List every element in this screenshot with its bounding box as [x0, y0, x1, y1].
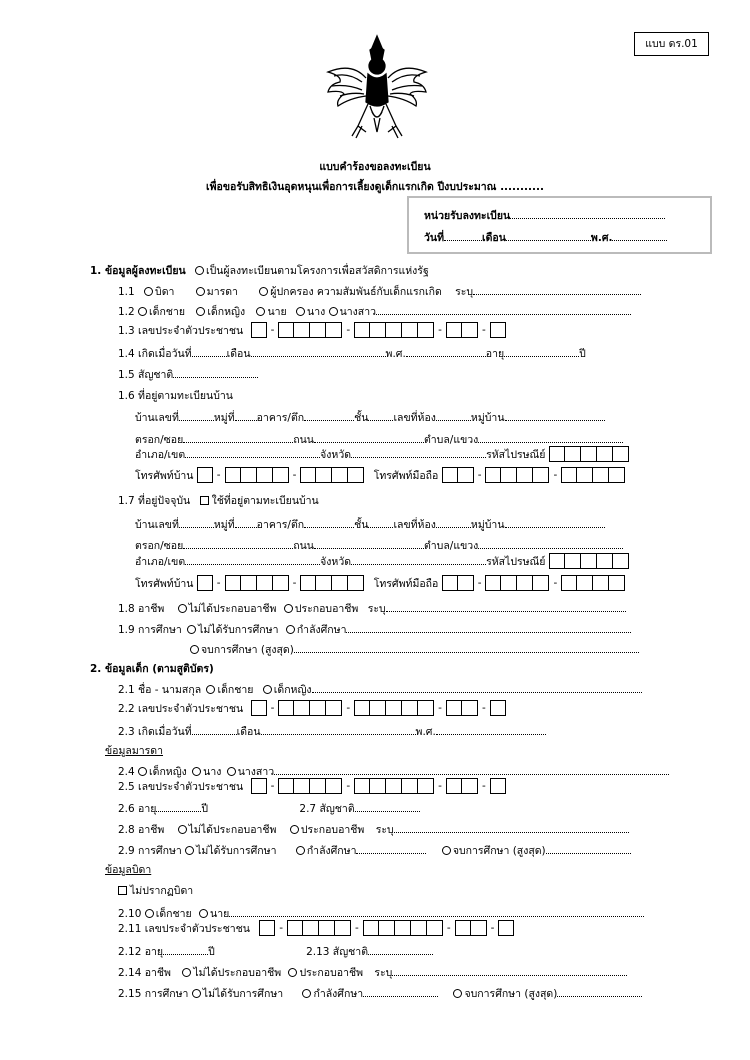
row-2-15: [118, 985, 642, 1002]
graduated-field[interactable]: [294, 642, 639, 653]
postcode-label: รหัสไปรษณีย์: [486, 556, 546, 568]
born-day-field[interactable]: [192, 346, 227, 357]
cur-addr-line2: [135, 537, 623, 554]
form-subtitle: เพื่อขอรับสิทธิเงินอุดหนุนเพื่อการเลี้ยงดูเด็กแรกเกิด ปีงบประมาณ ...........: [206, 181, 544, 193]
building-field[interactable]: [304, 410, 354, 421]
mother-occupation-field[interactable]: [394, 822, 629, 833]
form-code-box: [634, 32, 709, 56]
row-2-14: [118, 964, 627, 981]
cur-addr-line3: [135, 553, 629, 570]
home-tel-label: โทรศัพท์บ้าน: [135, 470, 194, 482]
born-label: 1.4 เกิดเมื่อวันที่: [118, 348, 192, 360]
father-boy-radio[interactable]: [145, 909, 154, 918]
child-born-month-label: เดือน: [236, 726, 261, 738]
relationship-field[interactable]: [473, 284, 641, 295]
father-no-occupation-radio[interactable]: [182, 968, 191, 977]
born-year-field[interactable]: [406, 346, 486, 357]
mrs-label: นาง: [307, 306, 326, 318]
father-no-education-radio[interactable]: [192, 989, 201, 998]
education-label: 1.9 การศึกษา: [118, 624, 182, 636]
date-field[interactable]: [444, 230, 482, 241]
road-field[interactable]: [314, 538, 424, 549]
same-as-reg-checkbox[interactable]: [200, 496, 209, 505]
section1-title: 1. ข้อมูลผู้ลงทะเบียน: [90, 265, 186, 277]
row-2-11: [118, 920, 514, 937]
specify-label: ระบุ: [375, 824, 394, 836]
child-girl-radio[interactable]: [263, 685, 272, 694]
row-1-3: [118, 322, 506, 339]
father-no-education-label: ไม่ได้รับการศึกษา: [202, 988, 284, 1000]
floor-label: ชั้น: [354, 519, 369, 531]
row-2-12: [118, 943, 433, 960]
section1-header-row: [90, 262, 429, 279]
mother-age-label: 2.6 อายุ: [118, 803, 157, 815]
building-field[interactable]: [304, 517, 354, 528]
nationality-label: 1.5 สัญชาติ: [118, 369, 174, 381]
mother-nationality-field[interactable]: [355, 801, 420, 812]
born-month-field[interactable]: [251, 346, 386, 357]
reg-addr-line4: [135, 467, 625, 484]
row-1-7: [118, 492, 319, 509]
father-occupation-label: 2.14 อาชีพ: [118, 967, 171, 979]
mother-graduated-field[interactable]: [546, 843, 631, 854]
father-studying-field[interactable]: [363, 986, 438, 997]
no-education-radio[interactable]: [187, 625, 196, 634]
row-2-8: [118, 821, 629, 838]
father-id-input[interactable]: - - - -: [259, 920, 514, 936]
province-field[interactable]: [351, 447, 486, 458]
row-1-9: [118, 621, 631, 638]
father-mr-label: นาย: [210, 908, 230, 920]
same-as-reg-label: ใช้ที่อยู่ตามทะเบียนบ้าน: [211, 495, 319, 507]
father-age-label: 2.12 อายุ: [118, 946, 164, 958]
mr-radio[interactable]: [256, 307, 265, 316]
mother-section-title: ข้อมูลมารดา: [105, 745, 164, 757]
mother-girl-label: เด็กหญิง: [149, 766, 187, 778]
father-boy-label: เด็กชาย: [155, 908, 192, 920]
mother-has-occupation-label: ประกอบอาชีพ: [300, 824, 365, 836]
postcode-input[interactable]: [549, 553, 629, 569]
no-father-checkbox[interactable]: [118, 886, 127, 895]
house-no-label: บ้านเลขที่: [135, 412, 179, 424]
row-2-9: [118, 842, 631, 859]
province-label: จังหวัด: [320, 449, 352, 461]
mother-graduated-radio[interactable]: [442, 846, 451, 855]
nationality-field[interactable]: [173, 367, 258, 378]
province-field[interactable]: [351, 554, 486, 565]
guardian-label: ผู้ปกครอง ความสัมพันธ์กับเด็กแรกเกิด: [270, 286, 442, 298]
room-field[interactable]: [436, 410, 471, 421]
row-2-2: [118, 700, 506, 717]
mobile-input[interactable]: - -: [442, 575, 626, 591]
mother-no-education-radio[interactable]: [185, 846, 194, 855]
father-occupation-field[interactable]: [392, 965, 627, 976]
reg-office-label: หน่วยรับลงทะเบียน: [424, 210, 511, 222]
father-nationality-label: 2.13 สัญชาติ: [306, 946, 369, 958]
welfare-radio[interactable]: [195, 266, 204, 275]
mother-mrs-label: นาง: [203, 766, 222, 778]
mother-age-field[interactable]: [156, 801, 201, 812]
alley-field[interactable]: [183, 538, 293, 549]
cur-address-label: 1.7 ที่อยู่ปัจจุบัน: [118, 495, 191, 507]
child-name-field[interactable]: [312, 682, 642, 693]
specify-label: ระบุ: [374, 967, 393, 979]
reg-addr-line1: [135, 409, 605, 426]
subdistrict-field[interactable]: [478, 432, 623, 443]
age-unit: ปี: [579, 348, 586, 360]
no-education-label: ไม่ได้รับการศึกษา: [198, 624, 279, 636]
father-education-label: 2.15 การศึกษา: [118, 988, 189, 1000]
district-label: อำเภอ/เขต: [135, 449, 186, 461]
occupation-field[interactable]: [386, 601, 626, 612]
studying-radio[interactable]: [286, 625, 295, 634]
year-field[interactable]: [612, 230, 667, 241]
born-year-label: พ.ศ.: [385, 348, 406, 360]
mother-miss-radio[interactable]: [227, 767, 236, 776]
father-label: บิดา: [155, 286, 175, 298]
reg-date-row: [424, 229, 667, 246]
row-2-3: [118, 723, 546, 740]
mobile-label: โทรศัพท์มือถือ: [373, 470, 439, 482]
village-field[interactable]: [505, 410, 605, 421]
father-graduated-radio[interactable]: [453, 989, 462, 998]
mother-radio[interactable]: [196, 287, 205, 296]
mother-no-education-label: ไม่ได้รับการศึกษา: [196, 845, 277, 857]
specify-label: ระบุ: [367, 603, 386, 615]
reg-office-field[interactable]: [510, 208, 665, 219]
road-field[interactable]: [314, 432, 424, 443]
no-occupation-label: ไม่ได้ประกอบอาชีพ: [188, 603, 277, 615]
row-no-father: [118, 882, 193, 899]
item-1-2: 1.2: [118, 306, 135, 318]
row-2-6: [118, 800, 420, 817]
mobile-label: โทรศัพท์มือถือ: [373, 578, 439, 590]
month-field[interactable]: [506, 230, 591, 241]
home-tel-input[interactable]: - -: [197, 575, 365, 591]
alley-field[interactable]: [183, 432, 293, 443]
mother-studying-radio[interactable]: [296, 846, 305, 855]
mr-label: นาย: [267, 306, 287, 318]
form-title: แบบคำร้องขอลงทะเบียน: [319, 161, 431, 173]
row-1-5: [118, 366, 258, 383]
cur-addr-line1: [135, 516, 605, 533]
mother-graduated-label: จบการศึกษา (สูงสุด): [452, 845, 546, 857]
item-2-10: 2.10: [118, 908, 142, 920]
has-occupation-label: ประกอบอาชีพ: [294, 603, 359, 615]
girl-label: เด็กหญิง: [207, 306, 246, 318]
father-mr-radio[interactable]: [199, 909, 208, 918]
child-id-input[interactable]: - - - -: [251, 700, 506, 716]
child-born-day[interactable]: [192, 724, 237, 735]
mother-name-field[interactable]: [274, 764, 669, 775]
mother-no-occupation-label: ไม่ได้ประกอบอาชีพ: [188, 824, 277, 836]
father-age-unit: ปี: [208, 946, 215, 958]
reg-address-label: 1.6 ที่อยู่ตามทะเบียนบ้าน: [118, 390, 233, 402]
postcode-label: รหัสไปรษณีย์: [486, 449, 546, 461]
miss-radio[interactable]: [329, 307, 338, 316]
child-born-year[interactable]: [436, 724, 546, 735]
father-studying-label: กำลังศึกษา: [313, 988, 364, 1000]
home-tel-input[interactable]: - -: [197, 467, 365, 483]
mother-id-input[interactable]: - - - -: [251, 778, 506, 794]
item-2-4: 2.4: [118, 766, 135, 778]
mother-occupation-label: 2.8 อาชีพ: [118, 824, 165, 836]
studying-field[interactable]: [346, 622, 631, 633]
postcode-input[interactable]: [549, 446, 629, 462]
id-input[interactable]: - - - -: [251, 322, 506, 338]
age-label: อายุ: [485, 348, 505, 360]
room-field[interactable]: [436, 517, 471, 528]
father-graduated-field[interactable]: [557, 986, 642, 997]
studying-label: กำลังศึกษา: [296, 624, 347, 636]
father-no-occupation-label: ไม่ได้ประกอบอาชีพ: [193, 967, 282, 979]
form-code: แบบ ดร.01: [645, 38, 698, 50]
mother-age-unit: ปี: [201, 803, 209, 815]
row-2-1: [118, 681, 642, 698]
boy-radio[interactable]: [138, 307, 147, 316]
no-occupation-radio[interactable]: [178, 604, 187, 613]
row-1-1: [118, 283, 641, 300]
mother-label: มารดา: [206, 286, 238, 298]
graduated-label: จบการศึกษา (สูงสุด): [201, 644, 294, 656]
village-label: หมู่บ้าน: [470, 412, 505, 424]
guardian-radio[interactable]: [259, 287, 268, 296]
no-father-label: ไม่ปรากฏบิดา: [130, 885, 194, 897]
moo-label: หมู่ที่: [213, 519, 235, 531]
date-label: วันที่: [424, 232, 444, 244]
floor-field[interactable]: [368, 410, 393, 421]
father-section-title: ข้อมูลบิดา: [105, 864, 152, 876]
district-field[interactable]: [185, 447, 320, 458]
moo-field[interactable]: [235, 517, 257, 528]
father-nationality-field[interactable]: [368, 944, 433, 955]
father-radio[interactable]: [144, 287, 153, 296]
item-1-1: 1.1: [118, 286, 135, 298]
village-field[interactable]: [505, 517, 605, 528]
section2-title: 2. ข้อมูลเด็ก (ตามสูติบัตร): [90, 663, 214, 675]
room-label: เลขที่ห้อง: [393, 519, 436, 531]
moo-field[interactable]: [235, 410, 257, 421]
reg-office-row: [424, 207, 665, 224]
mother-no-occupation-radio[interactable]: [178, 825, 187, 834]
father-age-field[interactable]: [163, 944, 208, 955]
father-has-occupation-radio[interactable]: [288, 968, 297, 977]
road-label: ถนน: [293, 434, 314, 446]
id-label: 1.3 เลขประจำตัวประชาชน: [118, 325, 244, 337]
moo-label: หมู่ที่: [213, 412, 235, 424]
district-label: อำเภอ/เขต: [135, 556, 186, 568]
occupation-label: 1.8 อาชีพ: [118, 603, 165, 615]
mother-education-label: 2.9 การศึกษา: [118, 845, 182, 857]
father-id-label: 2.11 เลขประจำตัวประชาชน: [118, 923, 250, 935]
floor-label: ชั้น: [354, 412, 369, 424]
room-label: เลขที่ห้อง: [393, 412, 436, 424]
girl-radio[interactable]: [196, 307, 205, 316]
boy-label: เด็กชาย: [149, 306, 185, 318]
subdistrict-label: ตำบล/แขวง: [423, 540, 479, 552]
mother-has-occupation-radio[interactable]: [290, 825, 299, 834]
mother-studying-label: กำลังศึกษา: [306, 845, 357, 857]
row-1-9b: [190, 641, 639, 658]
child-name-label: 2.1 ชื่อ - นามสกุล: [118, 684, 202, 696]
home-tel-label: โทรศัพท์บ้าน: [135, 578, 194, 590]
child-boy-radio[interactable]: [206, 685, 215, 694]
district-field[interactable]: [185, 554, 320, 565]
mrs-radio[interactable]: [296, 307, 305, 316]
father-studying-radio[interactable]: [302, 989, 311, 998]
subdistrict-field[interactable]: [478, 538, 623, 549]
row-1-6: [118, 387, 233, 404]
born-month-label: เดือน: [226, 348, 251, 360]
mother-miss-label: นางสาว: [237, 766, 275, 778]
child-id-label: 2.2 เลขประจำตัวประชาชน: [118, 703, 244, 715]
alley-label: ตรอก/ซอย: [135, 434, 184, 446]
child-born-label: 2.3 เกิดเมื่อวันที่: [118, 726, 192, 738]
miss-label: นางสาว: [339, 306, 376, 318]
building-label: อาคาร/ตึก: [256, 519, 305, 531]
house-no-label: บ้านเลขที่: [135, 519, 179, 531]
road-label: ถนน: [293, 540, 314, 552]
reg-addr-line3: [135, 446, 629, 463]
month-label: เดือน: [482, 232, 506, 244]
row-1-2: [118, 303, 631, 320]
father-has-occupation-label: ประกอบอาชีพ: [299, 967, 364, 979]
specify-label: ระบุ: [455, 286, 474, 298]
floor-field[interactable]: [368, 517, 393, 528]
name-field[interactable]: [376, 304, 631, 315]
father-name-field[interactable]: [229, 906, 644, 917]
garuda-emblem: [322, 32, 432, 140]
age-field[interactable]: [504, 346, 579, 357]
child-born-month[interactable]: [261, 724, 416, 735]
graduated-radio[interactable]: [190, 645, 199, 654]
house-no-field[interactable]: [179, 410, 214, 421]
row-2-5: [118, 778, 506, 795]
child-boy-label: เด็กชาย: [217, 684, 254, 696]
father-graduated-label: จบการศึกษา (สูงสุด): [464, 988, 558, 1000]
mother-studying-field[interactable]: [356, 843, 426, 854]
cur-addr-line4: [135, 575, 625, 592]
village-label: หมู่บ้าน: [470, 519, 505, 531]
mother-nationality-label: 2.7 สัญชาติ: [299, 803, 355, 815]
mother-girl-radio[interactable]: [138, 767, 147, 776]
child-girl-label: เด็กหญิง: [273, 684, 312, 696]
mother-id-label: 2.5 เลขประจำตัวประชาชน: [118, 781, 244, 793]
welfare-label: เป็นผู้ลงทะเบียนตามโครงการเพื่อสวัสดิการแห่งรัฐ: [206, 265, 429, 277]
building-label: อาคาร/ตึก: [256, 412, 305, 424]
subdistrict-label: ตำบล/แขวง: [423, 434, 479, 446]
mother-mrs-radio[interactable]: [192, 767, 201, 776]
house-no-field[interactable]: [179, 517, 214, 528]
row-1-8: [118, 600, 626, 617]
mobile-input[interactable]: - -: [442, 467, 626, 483]
alley-label: ตรอก/ซอย: [135, 540, 184, 552]
child-born-year-label: พ.ศ.: [415, 726, 436, 738]
has-occupation-radio[interactable]: [284, 604, 293, 613]
row-1-4: [118, 345, 586, 362]
province-label: จังหวัด: [320, 556, 352, 568]
year-label: พ.ศ.: [590, 232, 613, 244]
